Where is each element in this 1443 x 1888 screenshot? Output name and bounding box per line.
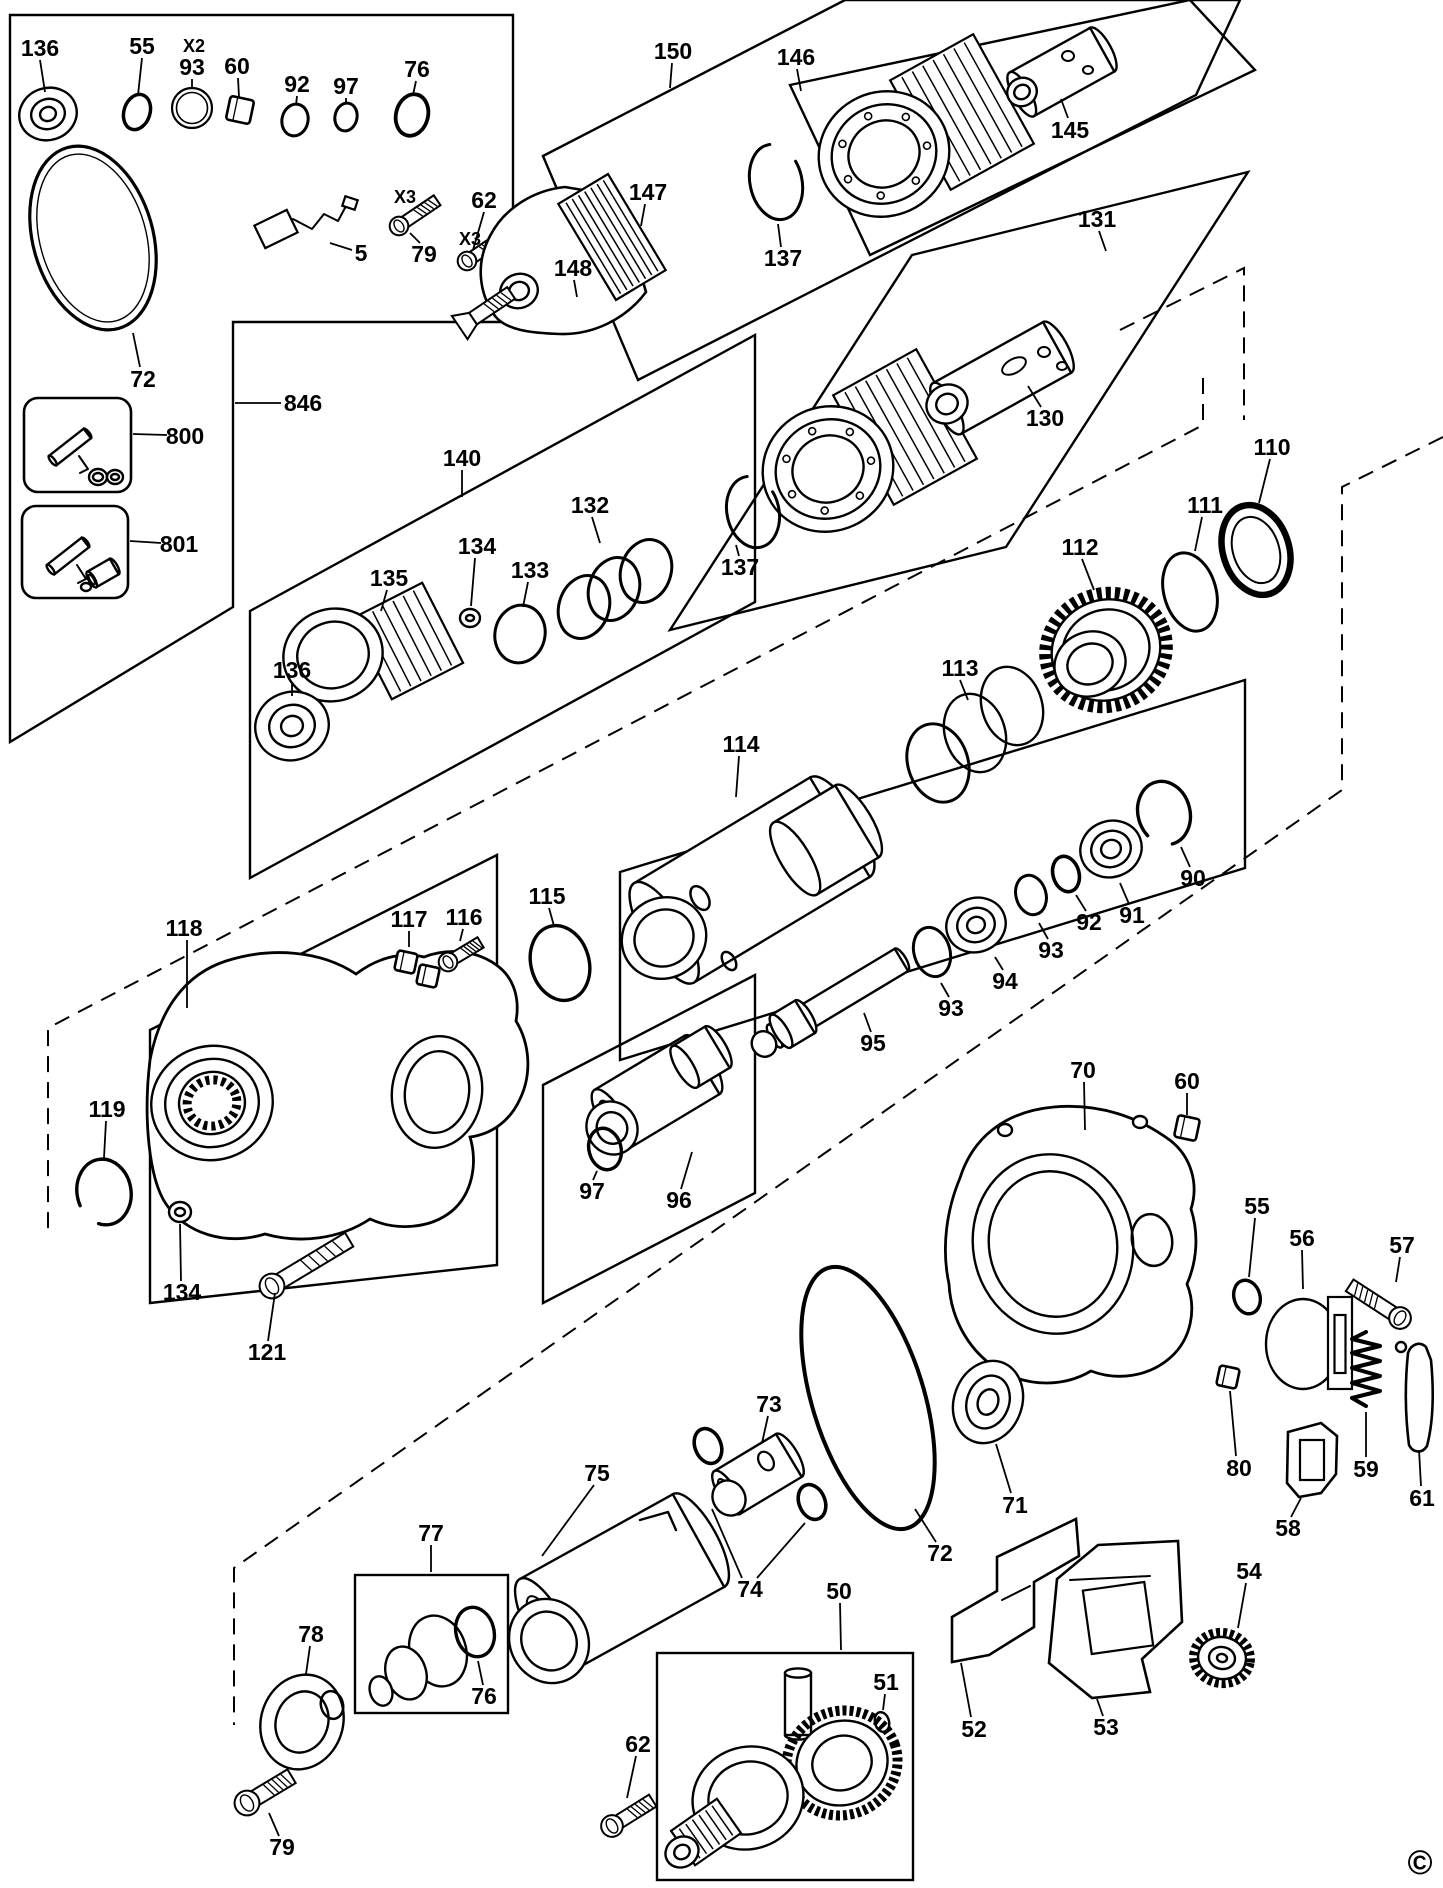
leader-line [269, 1813, 279, 1836]
part-label-51: 51 [873, 1669, 899, 1695]
housing-70-boss1-r0 [998, 1124, 1012, 1136]
leader-line [1082, 559, 1094, 590]
part-spring-59 [1352, 1332, 1380, 1406]
part-label-93: 93 [1038, 937, 1064, 963]
part-ring-113b [934, 686, 1016, 781]
leader-line [104, 1121, 106, 1158]
part-label-76: 76 [471, 1683, 497, 1709]
part-oring-51 [873, 1711, 892, 1734]
leader-line [268, 1293, 275, 1341]
slide-53-window-band [1083, 1582, 1153, 1654]
leader-line [1230, 1391, 1236, 1456]
oring-74b-ellipse [793, 1480, 831, 1523]
part-housing-70-boss1 [998, 1124, 1012, 1136]
leader-line [1120, 883, 1129, 904]
circlip-137-arc [743, 139, 810, 224]
part-label-97: 97 [579, 1178, 605, 1204]
leader-line [1195, 517, 1202, 551]
part-label-55: 55 [1244, 1193, 1270, 1219]
leader-line [1238, 1583, 1246, 1628]
part-label-119: 119 [88, 1096, 126, 1122]
kit-800-gear1-r0 [89, 469, 107, 485]
part-clip-117a [394, 950, 418, 974]
leader-line [478, 1661, 483, 1685]
part-label-80: 80 [1226, 1455, 1252, 1481]
leader-line [592, 517, 600, 543]
part-label-71: 71 [1002, 1492, 1028, 1518]
group-box-140 [250, 335, 755, 878]
nut-80-nut [1216, 1365, 1240, 1389]
oring-55b-ellipse [1230, 1277, 1264, 1317]
part-label-75: 75 [584, 1460, 610, 1486]
leader-line [1259, 459, 1270, 503]
screw-62b-screw [597, 1791, 658, 1841]
part-label-846: 846 [283, 390, 323, 416]
part-label-800: 800 [165, 423, 205, 449]
part-clip-117b [416, 964, 440, 988]
cam-54-body-r2 [1216, 1653, 1227, 1663]
part-label-61: 61 [1409, 1485, 1435, 1511]
part-kit-800-gear2 [107, 470, 123, 484]
part-slide-53-window [1083, 1582, 1153, 1654]
lever-61-pin-r0 [1396, 1342, 1406, 1352]
screw-79b-screw [230, 1766, 298, 1820]
part-oring-55 [119, 91, 155, 133]
part-lever-61 [1406, 1344, 1433, 1452]
leader-line [133, 333, 140, 367]
part-label-56: 56 [1289, 1225, 1315, 1251]
kit-800-trigger-line [79, 456, 88, 473]
leader-line [996, 1444, 1011, 1493]
oring-97-ellipse [332, 101, 359, 133]
group-box-96 [543, 975, 755, 1303]
part-label-111: 111 [1187, 492, 1223, 518]
part-label-134: 134 [162, 1279, 202, 1305]
leader-line [883, 1694, 885, 1710]
leader-line [1396, 1257, 1400, 1282]
kit-800-gear2-r0 [107, 470, 123, 484]
oring-111-ellipse [1154, 546, 1226, 637]
part-housing-70-boss2 [1133, 1116, 1147, 1128]
part-label-72: 72 [130, 366, 156, 392]
part-label-112: 112 [1061, 534, 1099, 560]
part-kit-800-gun [47, 427, 92, 466]
ring-113c-ellipse [971, 659, 1053, 754]
part-label-5: 5 [354, 240, 368, 266]
part-label-74: 74 [737, 1576, 763, 1602]
part-label-116: 116 [445, 904, 483, 930]
dashed-boundary-top [1120, 268, 1244, 420]
part-screw-62b [597, 1791, 658, 1841]
part-oring-97 [332, 101, 359, 133]
part-label-93: 93 [938, 995, 964, 1021]
part-label-78: 78 [298, 1621, 324, 1647]
kit-801-trigger-line [77, 565, 86, 583]
leader-line [238, 78, 239, 97]
ring-113a-ellipse [897, 716, 979, 811]
copyright-mark: © [1407, 1844, 1433, 1882]
part-label-60: 60 [224, 53, 250, 79]
part-oring-132c [612, 533, 679, 609]
part-kit-800-trigger [79, 456, 88, 473]
part-label-118: 118 [165, 915, 203, 941]
part-label-97: 97 [333, 73, 359, 99]
part-oring-111 [1154, 546, 1226, 637]
part-label-95: 95 [860, 1030, 886, 1056]
part-label-148: 148 [553, 255, 593, 281]
part-label-135: 135 [369, 565, 409, 591]
clip-58-slot-band [1300, 1440, 1324, 1480]
part-label-60: 60 [1174, 1068, 1200, 1094]
part-label-92: 92 [284, 71, 310, 97]
leader-line [330, 243, 352, 250]
leader-line [778, 224, 781, 247]
oring-92b-ellipse [1049, 853, 1084, 895]
nut-60b-nut [1174, 1115, 1200, 1141]
part-bearing-136 [12, 80, 83, 147]
part-label-72: 72 [927, 1540, 953, 1566]
leader-line [681, 1152, 692, 1189]
leader-line [1084, 1082, 1085, 1130]
kit-801-cap-r0 [81, 583, 91, 591]
leader-line [133, 434, 167, 435]
leader-line [1302, 1250, 1303, 1289]
oring-51-ellipse [873, 1711, 892, 1734]
clip-117a-nut [394, 950, 418, 974]
ring-93-ellipse [172, 88, 212, 128]
circlip-119-arc [72, 1155, 137, 1229]
part-oring-76 [391, 91, 432, 139]
part-label-137: 137 [720, 554, 760, 580]
part-clamp-78 [248, 1664, 356, 1781]
leader-line [130, 541, 161, 543]
part-washer-133 [490, 600, 551, 667]
part-label-94: 94 [992, 968, 1018, 994]
part-label-131: 131 [1077, 206, 1117, 232]
part-label-96: 96 [666, 1187, 692, 1213]
leader-line [1181, 847, 1190, 867]
leader-line [296, 96, 297, 105]
part-washer-134 [460, 609, 480, 627]
part-label-91: 91 [1119, 902, 1145, 928]
part-label-133: 133 [510, 557, 550, 583]
oring-132c-ellipse [612, 533, 679, 609]
leader-line [523, 582, 528, 607]
part-kit-801-gun [45, 536, 90, 575]
part-label-55: 55 [129, 33, 155, 59]
housing-70-boss2-r0 [1133, 1116, 1147, 1128]
part-oring-72 [9, 131, 176, 345]
part-label-93: 93 [179, 54, 205, 80]
part-label-115: 115 [528, 883, 566, 909]
part-label-117: 117 [390, 906, 428, 932]
ball-134b-r0 [169, 1202, 191, 1222]
part-ring-113c [971, 659, 1053, 754]
part-label-52: 52 [961, 1716, 987, 1742]
leader-line [180, 1224, 181, 1281]
part-label-76: 76 [404, 56, 430, 82]
part-label-62: 62 [625, 1731, 651, 1757]
part-label-X2: X2 [182, 36, 206, 56]
washer-134-r0 [460, 609, 480, 627]
part-nut-60b [1174, 1115, 1200, 1141]
leader-line [840, 1603, 841, 1650]
part-label-54: 54 [1236, 1558, 1262, 1584]
leader-line [757, 1523, 805, 1578]
leader-line [40, 60, 45, 92]
part-bushing-91 [1072, 812, 1149, 886]
part-oring-74b [793, 1480, 831, 1523]
part-brush-5-wire [293, 206, 346, 229]
part-label-137: 137 [763, 245, 803, 271]
part-label-132: 132 [570, 492, 610, 518]
part-ring-93 [172, 88, 212, 128]
part-label-110: 110 [1253, 434, 1291, 460]
part-label-136: 136 [20, 35, 60, 61]
leader-line [1099, 231, 1106, 251]
part-label-136: 136 [272, 657, 312, 683]
part-label-53: 53 [1093, 1714, 1119, 1740]
part-label-57: 57 [1389, 1232, 1415, 1258]
leader-line [306, 1646, 310, 1674]
part-lever-61-pin [1396, 1342, 1406, 1352]
part-oring-132a [550, 569, 617, 645]
oring-74a-ellipse [689, 1424, 727, 1467]
part-label-X3: X3 [393, 187, 417, 207]
part-label-130: 130 [1025, 405, 1065, 431]
part-oring-55b [1230, 1277, 1264, 1317]
part-oring-93c [1011, 872, 1051, 919]
leader-line [138, 58, 142, 95]
oring-132a-ellipse [550, 569, 617, 645]
part-label-113: 113 [941, 655, 979, 681]
leader-line [641, 204, 645, 226]
ring-113b-ellipse [934, 686, 1016, 781]
part-kit-800-gear1 [89, 469, 107, 485]
part-screw-57 [1344, 1276, 1415, 1333]
part-label-121: 121 [247, 1339, 287, 1365]
oring-76-ellipse [391, 91, 432, 139]
part-label-62: 62 [471, 187, 497, 213]
leader-line [1419, 1450, 1421, 1486]
part-label-801: 801 [159, 531, 199, 557]
leader-line [736, 756, 739, 797]
leader-line [549, 908, 554, 926]
leader-line [797, 69, 801, 91]
part-label-77: 77 [418, 1520, 444, 1546]
part-ball-134b [169, 1202, 191, 1222]
leader-line [960, 680, 968, 700]
part-clip-58-slot [1300, 1440, 1324, 1480]
kit-801-gun-cyl [45, 536, 90, 575]
clip-117b-nut [416, 964, 440, 988]
part-label-145: 145 [1050, 117, 1090, 143]
seal-110-ellipse [1210, 496, 1301, 604]
oring-72b-ellipse [775, 1252, 962, 1545]
part-label-58: 58 [1275, 1515, 1301, 1541]
part-oring-72b [775, 1252, 962, 1545]
part-oring-74a [689, 1424, 727, 1467]
oring-132b-ellipse [580, 551, 647, 627]
part-oring-92 [279, 102, 311, 139]
part-knob-56-slot [1335, 1315, 1346, 1373]
leader-line [961, 1663, 971, 1717]
part-screw-79b [230, 1766, 298, 1820]
leader-line [460, 929, 463, 941]
part-circlip-119 [72, 1155, 137, 1229]
part-label-150: 150 [653, 38, 693, 64]
kit-800-gun-cyl [47, 427, 92, 466]
screw-57-screw [1344, 1276, 1415, 1333]
bearing-136-r0 [12, 80, 83, 147]
leader-line [627, 1756, 636, 1798]
part-label-59: 59 [1353, 1456, 1379, 1482]
nut-60-nut [226, 96, 254, 124]
ring-115-ellipse [522, 918, 599, 1007]
ring-93-inner-ellipse [177, 93, 208, 124]
leader-line [1061, 99, 1068, 118]
part-label-50: 50 [826, 1578, 852, 1604]
part-seal-110 [1210, 496, 1301, 604]
part-kit-801-cap [81, 583, 91, 591]
clamp-78-r0 [248, 1664, 356, 1781]
part-label-140: 140 [442, 445, 482, 471]
leader-line [471, 558, 475, 606]
brush-5-wire-line [293, 206, 346, 229]
knob-56-slot-band [1335, 1315, 1346, 1373]
part-circlip-137 [743, 139, 810, 224]
part-label-90: 90 [1180, 865, 1206, 891]
lever-61-outline [1406, 1344, 1433, 1452]
leader-line [1249, 1218, 1255, 1277]
part-label-70: 70 [1070, 1057, 1096, 1083]
part-ring-93-inner [177, 93, 208, 124]
part-nut-80 [1216, 1365, 1240, 1389]
brush-5-body-band [254, 210, 297, 248]
part-kit-801-trigger [77, 565, 86, 583]
part-label-79: 79 [411, 241, 437, 267]
part-label-92: 92 [1076, 909, 1102, 935]
leader-line [670, 63, 672, 88]
part-label-134: 134 [457, 533, 497, 559]
washer-133-ellipse [490, 600, 551, 667]
part-ring-115 [522, 918, 599, 1007]
part-brush-5-body [254, 210, 297, 248]
part-label-79: 79 [269, 1834, 295, 1860]
part-label-146: 146 [776, 44, 816, 70]
part-oring-92b [1049, 853, 1084, 895]
part-label-114: 114 [722, 731, 760, 757]
oring-55-ellipse [119, 91, 155, 133]
spring-59-line [1352, 1332, 1380, 1406]
part-label-147: 147 [628, 179, 668, 205]
part-nut-60 [226, 96, 254, 124]
oring-92-ellipse [279, 102, 311, 139]
part-label-73: 73 [756, 1391, 782, 1417]
oring-72-ellipse [9, 131, 176, 345]
bushing-91-r0 [1072, 812, 1149, 886]
part-label-X3: X3 [458, 229, 482, 249]
part-ring-113a [897, 716, 979, 811]
part-oring-132b [580, 551, 647, 627]
oring-93c-ellipse [1011, 872, 1051, 919]
